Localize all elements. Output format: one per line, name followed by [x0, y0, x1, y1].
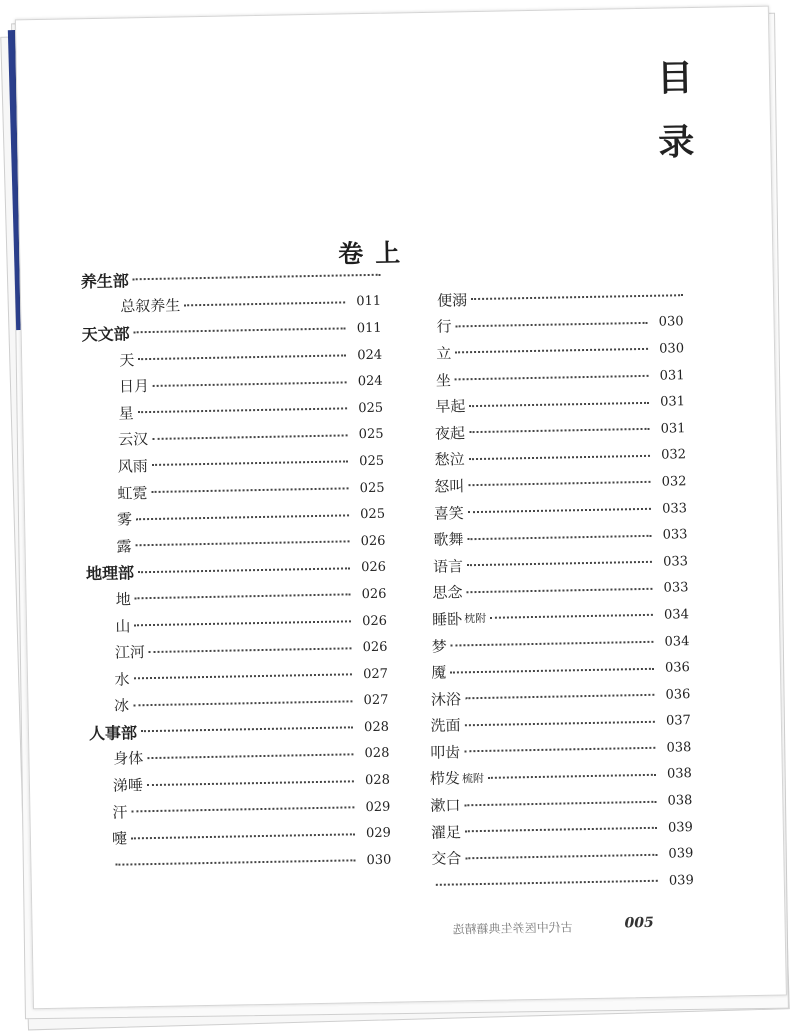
dot-leader [467, 561, 652, 566]
toc-entry-title: 风雨 [117, 457, 148, 476]
toc-entry-page: 024 [357, 347, 383, 363]
dot-leader [436, 880, 658, 886]
toc-entry-page: 028 [364, 772, 391, 789]
dot-leader [138, 408, 347, 414]
toc-entry-page: 027 [363, 692, 389, 709]
toc-entry-page: 025 [358, 400, 384, 416]
dot-leader [141, 727, 353, 733]
toc-entry-title: 濯足 [430, 823, 462, 842]
dot-leader [152, 434, 347, 440]
toc-entry-title: 涕唾 [112, 776, 144, 795]
toc-entry-page: 026 [362, 613, 388, 629]
toc-entry-page: 027 [362, 666, 389, 682]
toc-entry-page: 039 [668, 872, 694, 889]
dot-leader [450, 667, 654, 673]
toc-entry-title: 夜起 [434, 424, 466, 443]
toc-entry-title: 雾 [116, 510, 133, 529]
toc-entry-title: 交合 [431, 849, 462, 869]
dot-leader [147, 753, 353, 759]
dot-leader [133, 700, 352, 706]
toc-entry-title: 叩齿 [429, 743, 461, 762]
toc-entry-title: 思念 [432, 583, 463, 603]
dot-leader [455, 348, 648, 354]
toc-left-column [80, 262, 391, 879]
toc-entry-title: 江河 [114, 643, 146, 662]
toc-entry-title: 地 [115, 590, 131, 609]
dot-leader [490, 614, 653, 619]
toc-entry-title: 养生部 [80, 271, 129, 292]
toc-entry-title: 坐 [435, 371, 452, 390]
toc-entry-page: 037 [665, 713, 692, 729]
toc-entry-page: 032 [661, 474, 687, 490]
toc-entry-page: 029 [365, 825, 392, 842]
dot-leader [131, 806, 354, 812]
toc-entry-title: 梦 [431, 637, 447, 656]
toc-entry-title: 立 [436, 344, 452, 363]
footer-book-title: 古代中医养生典籍精选 [452, 920, 573, 937]
dot-leader [465, 854, 657, 860]
toc-entry-page: 033 [662, 553, 689, 570]
toc-entry-title: 云汉 [118, 430, 149, 449]
toc-entry-page: 030 [366, 852, 392, 868]
toc-entry-title: 露 [116, 537, 132, 556]
toc-entry-page: 031 [659, 367, 685, 384]
dot-leader [149, 647, 352, 653]
toc-entry-page: 026 [362, 639, 388, 656]
toc-entry-page: 033 [662, 500, 688, 517]
toc-entry-title: 语言 [432, 557, 464, 576]
dot-leader [134, 674, 352, 680]
toc-entry-title: 总叙养生 [120, 296, 181, 316]
toc-entry-title: 睡卧 [431, 610, 463, 629]
toc-entry-page: 025 [358, 427, 384, 443]
dot-leader [469, 455, 650, 460]
dot-leader [469, 428, 649, 433]
toc-entry [91, 847, 391, 879]
toc-entry-title: 地理部 [85, 563, 135, 584]
toc-entry-title: 水 [114, 670, 130, 689]
toc-right-column [421, 282, 694, 898]
toc-entry-title: 早起 [435, 397, 466, 416]
dot-leader [133, 274, 381, 281]
page-title-char: 录 [657, 120, 695, 164]
toc-entry-title: 沐浴 [430, 690, 462, 709]
toc-entry-page: 028 [364, 746, 390, 762]
toc-entry-page: 033 [662, 527, 688, 543]
dot-leader [469, 402, 649, 407]
toc-entry-title: 栉发 [429, 769, 461, 789]
toc-entry-page: 036 [664, 660, 691, 676]
dot-leader [456, 322, 648, 328]
dot-leader [136, 514, 349, 520]
toc-entry-page: 011 [356, 320, 382, 337]
dot-leader [467, 588, 653, 593]
dot-leader [135, 594, 351, 600]
toc-entry-title: 怒叫 [434, 477, 465, 496]
toc-entry-page: 032 [661, 447, 687, 464]
dot-leader [152, 461, 348, 467]
dot-leader [131, 833, 355, 839]
dot-leader [184, 301, 345, 306]
toc-entry-page: 031 [660, 420, 686, 437]
toc-page [15, 6, 787, 1010]
dot-leader [455, 375, 649, 381]
toc-entry-page: 039 [668, 846, 694, 862]
dot-leader [134, 620, 351, 626]
toc-entry-title: 星 [118, 404, 134, 423]
dot-leader [153, 381, 347, 387]
toc-entry-title: 人事部 [88, 723, 138, 744]
toc-entry-title: 魇 [431, 663, 447, 683]
dot-leader [488, 774, 656, 779]
toc-entry-title: 汗 [112, 803, 128, 822]
toc-entry-page: 030 [659, 341, 685, 357]
toc-entry-page: 030 [658, 314, 684, 331]
dot-leader [464, 800, 656, 806]
toc-entry-title: 嚏 [111, 829, 128, 849]
toc-entry-title: 山 [115, 616, 131, 636]
dot-leader [465, 721, 655, 726]
toc-entry-note: 梳附 [461, 771, 485, 786]
toc-entry-title: 身体 [113, 749, 144, 769]
dot-leader [138, 354, 346, 360]
toc-entry-title: 便溺 [436, 290, 468, 310]
toc-entry-page: 034 [663, 607, 690, 623]
dot-leader [136, 541, 350, 547]
toc-entry-title: 天文部 [81, 324, 130, 345]
toc-entry-title: 喜笑 [433, 503, 464, 523]
toc-entry-title: 行 [436, 317, 452, 337]
toc-entry-title: 冰 [113, 696, 130, 716]
toc-entry-page: 029 [365, 799, 391, 815]
toc-entry-page: 036 [665, 686, 691, 703]
toc-entry-page: 011 [356, 294, 382, 310]
toc-entry-page: 033 [663, 580, 689, 596]
dot-leader [464, 747, 655, 753]
toc-entry-title: 洗面 [430, 716, 461, 736]
dot-leader [151, 487, 348, 493]
toc-entry-title: 日月 [118, 377, 150, 396]
toc-entry-page: 038 [667, 793, 693, 809]
dot-leader [134, 328, 346, 334]
dot-leader [147, 780, 354, 786]
toc-entry-page: 028 [363, 719, 390, 736]
toc-entry-title: 天 [119, 350, 135, 370]
toc-entry-title: 愁泣 [434, 450, 465, 470]
dot-leader [467, 534, 651, 539]
dot-leader [468, 508, 651, 513]
dot-leader [116, 860, 356, 866]
dot-leader [451, 641, 654, 647]
toc-entry-page: 026 [361, 560, 387, 576]
footer-page-number: 005 [624, 914, 654, 932]
dot-leader [465, 694, 654, 699]
dot-leader [471, 295, 683, 301]
dot-leader [465, 827, 657, 833]
toc-entry-page: 039 [667, 819, 693, 836]
toc-entry-page: 031 [660, 394, 686, 410]
toc-entry [432, 867, 694, 898]
page-title-char: 目 [656, 56, 694, 100]
toc-entry-page: 026 [361, 586, 387, 603]
toc-entry-page: 034 [664, 633, 690, 650]
toc-entry-note: 枕附 [464, 612, 487, 626]
toc-entry-title: 漱口 [430, 796, 461, 816]
toc-entry-title: 歌舞 [433, 530, 464, 549]
toc-entry-page: 038 [666, 740, 692, 756]
toc-entry-page: 038 [666, 766, 692, 783]
toc-entry-page: 025 [359, 480, 385, 496]
volume-heading: 卷上 [337, 238, 413, 269]
toc-entry-title: 虹霓 [117, 483, 148, 503]
page-title [645, 46, 707, 175]
toc-entry-page: 025 [360, 506, 386, 523]
toc-entry-page: 025 [359, 453, 385, 470]
dot-leader [468, 481, 650, 486]
toc-entry-page: 024 [357, 373, 383, 390]
dot-leader [138, 567, 350, 573]
toc-entry-page: 026 [360, 533, 386, 549]
